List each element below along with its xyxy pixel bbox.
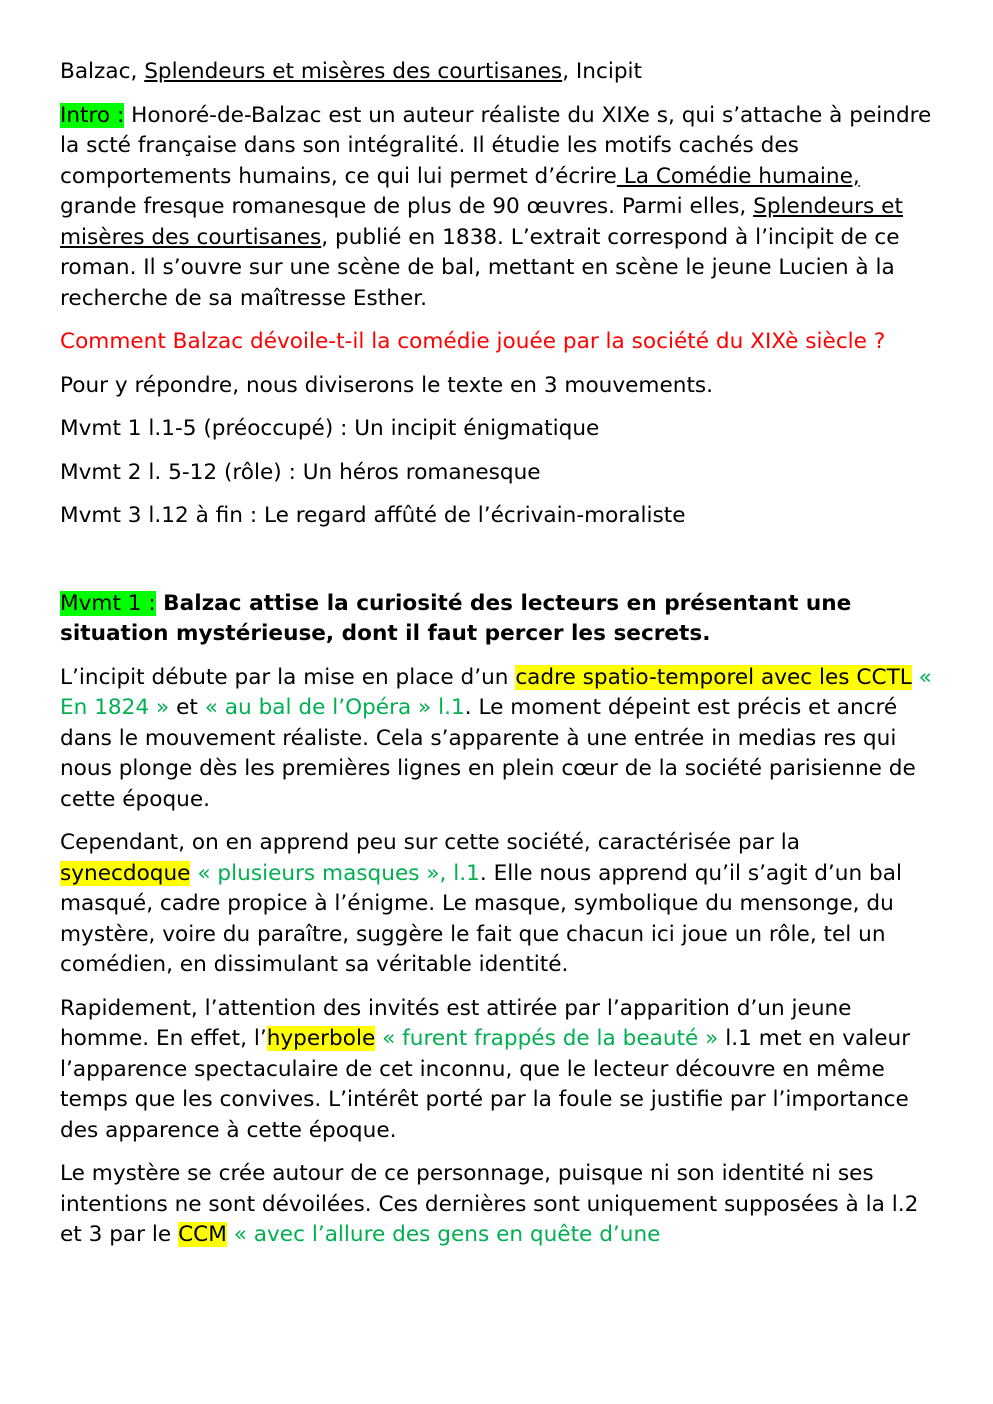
p1-text-1: L’incipit débute par la mise en place d’un: [60, 664, 516, 690]
body-paragraph-3: [60, 994, 933, 1147]
plan-mvmt-3: Mvmt 3 l.12 à fin : Le regard affûté de l’écrivain-moraliste: [60, 503, 686, 528]
p4-highlight: CCM: [178, 1222, 227, 1247]
intro-text-1: Honoré-de-Balzac est un auteur réaliste du XIXe s, qui s’attache à peindre la scté française dans son intégralité. Il étudie les motifs cachés des comportements humains, ce qui lui permet d’écrire: [60, 102, 932, 189]
p2-highlight: synecdoque: [60, 860, 191, 886]
p4-text-1: Le mystère se crée autour de ce personnage, puisque ni son identité ni ses intentions ne sont dévoilées. Ces dernières sont uniquement supposées à la l.2 et 3 par le: [60, 1161, 919, 1247]
section-1-title: Balzac attise la curiosité des lecteurs en présentant une situation mystérieuse, dont il faut percer les secrets.: [60, 590, 852, 646]
section-1-label: Mvmt 1 :: [60, 590, 156, 616]
intro-text-3: , publié en 1838. L’extrait correspond à l’incipit de ce roman. Il s’ouvre sur une scène de bal, mettant en scène le jeune Lucien à la recherche de sa maîtresse Esther.: [60, 224, 900, 311]
body-paragraph-4: [60, 1159, 933, 1251]
plan-mvmt-1: Mvmt 1 l.1-5 (préoccupé) : Un incipit énigmatique: [60, 416, 600, 441]
section-spacer: [60, 545, 933, 589]
problematic-question: Comment Balzac dévoile-t-il la comédie jouée par la société du XIXè siècle ?: [60, 329, 886, 354]
body-paragraph-1: [60, 663, 933, 816]
p3-text-1: Rapidement, l’attention des invités est attirée par l’apparition d’un jeune homme. En effet, l’: [60, 995, 852, 1051]
intro-work-title: Splendeurs et misères des courtisanes: [60, 194, 903, 250]
p2-text-2: . Elle nous apprend qu’il s’agit d’un bal masqué, cadre propice à l’énigme. Le masque, symbolique du mensonge, du mystère, voire du paraître, suggère le fait que chacun ici joue un rôle, tel un comédien, en dissimulant sa véritable identité.: [60, 860, 902, 977]
p1-highlight: cadre spatio-temporel avec les CCTL: [515, 664, 912, 690]
p3-quote: « furent frappés de la beauté »: [375, 1026, 719, 1051]
header-work-title: Splendeurs et misères des courtisanes: [144, 59, 563, 84]
plan-mvmt-2: Mvmt 2 l. 5-12 (rôle) : Un héros romanesque: [60, 459, 541, 485]
intro-paragraph: [60, 101, 933, 315]
body-paragraph-2: [60, 828, 933, 981]
header-suffix: , Incipit: [562, 59, 643, 84]
intro-text-2: grande fresque romanesque de plus de 90 œuvres. Parmi elles,: [60, 194, 754, 219]
p2-text-1: Cependant, on en apprend peu sur cette société, caractérisée par la: [60, 830, 800, 855]
p1-quote-2: « au bal de l’Opéra » l.1: [204, 695, 465, 720]
p1-text-2: et: [169, 695, 205, 720]
intro-comedie-humaine: La Comédie humaine,: [616, 163, 860, 189]
p3-highlight: hyperbole: [266, 1026, 376, 1051]
p3-text-2: l.1 met en valeur l’apparence spectaculaire de cet inconnu, que le lecteur découvre en même temps que les convives. L’intérêt porté par la foule se justifie par l’importance des apparence à cette époque.: [60, 1026, 911, 1143]
p1-quote-1: « En 1824 »: [60, 664, 932, 720]
p2-quote: « plusieurs masques », l.1: [190, 860, 480, 886]
p4-quote: « avec l’allure des gens en quête d’une: [226, 1222, 661, 1247]
plan-intro: Pour y répondre, nous diviserons le texte en 3 mouvements.: [60, 372, 714, 398]
header-author: Balzac,: [60, 59, 145, 84]
header-line: [60, 57, 933, 88]
section-1-heading: [60, 589, 933, 650]
intro-label: Intro :: [60, 102, 125, 128]
p1-text-3: . Le moment dépeint est précis et ancré dans le mouvement réaliste. Cela s’apparente à une entrée in medias res qui nous plonge dès les premières lignes en plein cœur de la société parisienne de cette époque.: [60, 695, 916, 812]
